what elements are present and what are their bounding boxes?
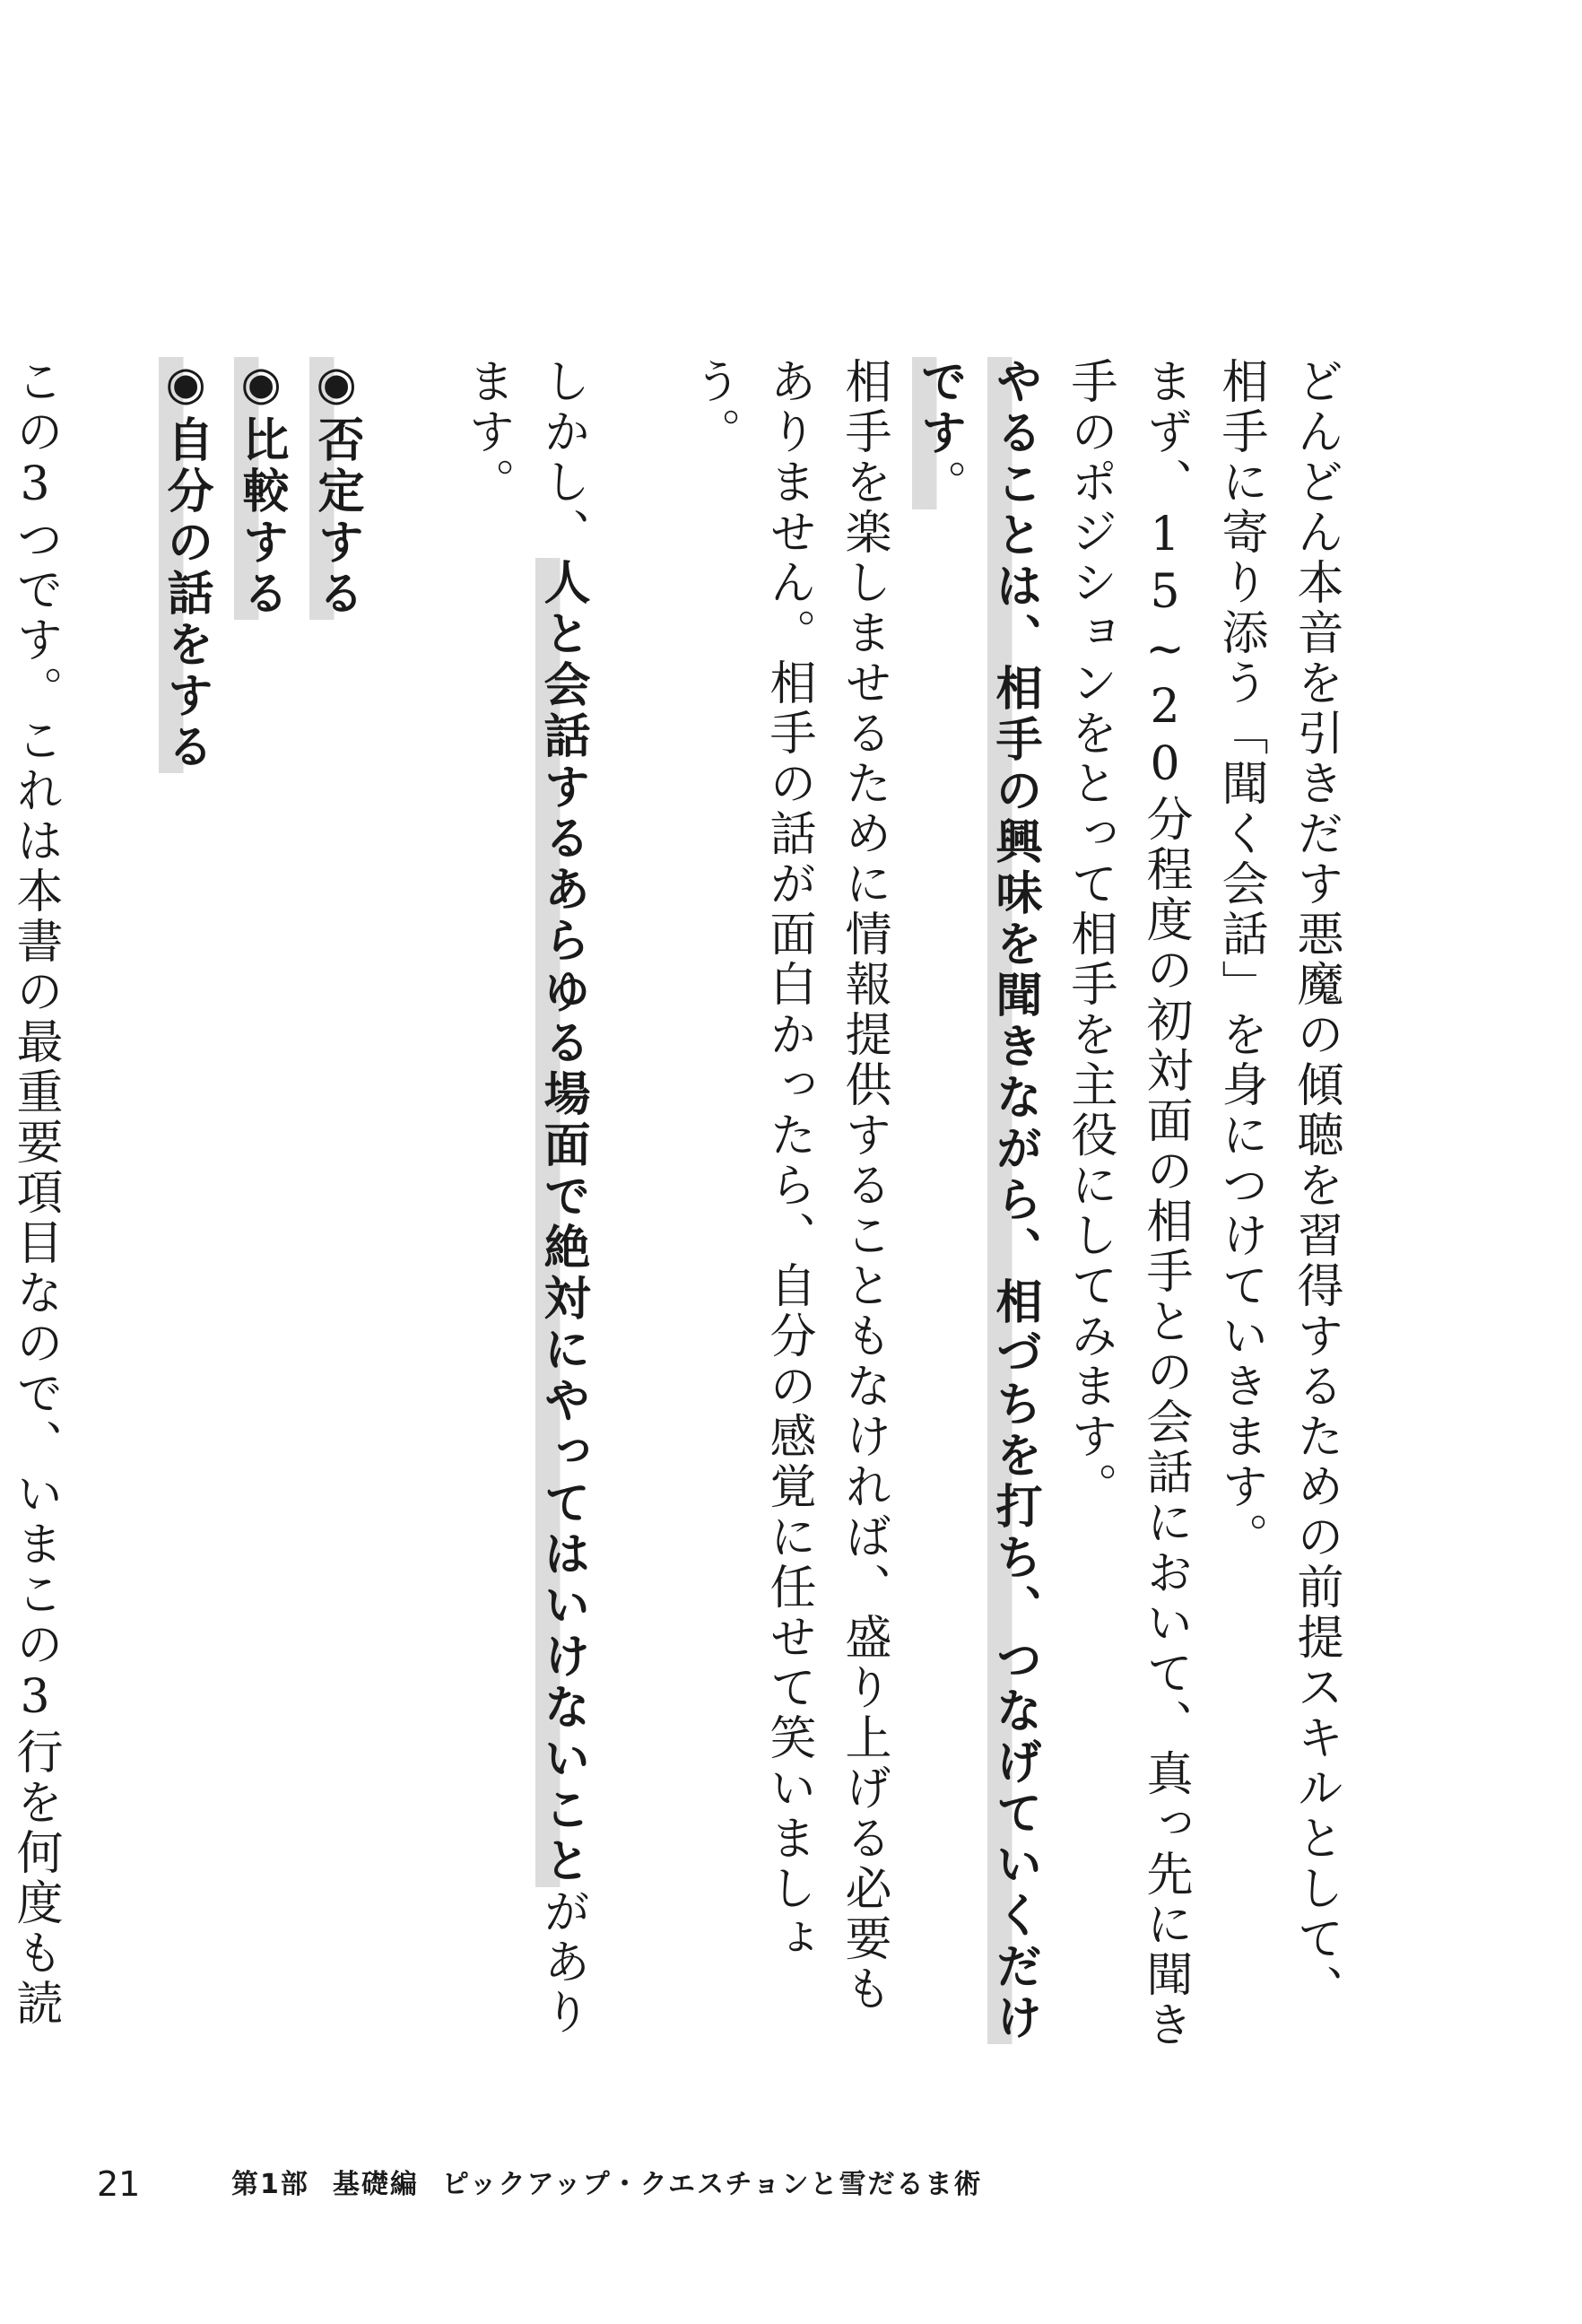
paragraph-4-text: 相手を楽しませるために情報提供することもなければ、盛り上げる必要もありません。相手の話が面白かったら、自分の感覚に任せて笑いましょう。	[686, 357, 891, 2015]
paragraph-5	[449, 357, 600, 2061]
emphasis-highlight: 人と会話するあらゆる場面で絶対にやってはいけないこと	[535, 558, 589, 1887]
running-head-chapter: ピックアップ・クエスチョンと雪だるま術	[441, 2169, 983, 2200]
paragraph-1-text: どんどん本音を引きだす悪魔の傾聴を習得するための前提スキルとして、相手に寄り添う「聞く会話」を身につけていきます。	[1213, 357, 1343, 2015]
paragraph-3-end: 。	[912, 459, 966, 509]
vertical-body-text	[0, 357, 1353, 2061]
running-head-section: 基礎編	[332, 2169, 419, 2200]
blank-line	[374, 357, 449, 2061]
bullet-text: ◉否定する	[309, 357, 363, 620]
paragraph-3	[901, 357, 1052, 2061]
paragraph-6	[0, 357, 73, 2061]
bullet-text: ◉比較する	[234, 357, 288, 620]
blank-line	[73, 357, 148, 2061]
bullet-item	[148, 357, 223, 2061]
running-head	[231, 2164, 982, 2206]
running-head-part: 第1部	[231, 2169, 309, 2200]
paragraph-1	[1203, 357, 1353, 2061]
emphasis-highlight: やることは、相手の興味を聞きながら、相づちを打ち、つなげていくだけです	[912, 357, 1041, 2044]
blank-line	[600, 357, 675, 2061]
page-number: 21	[97, 2164, 141, 2204]
paragraph-6-text: この3つです。これは本書の最重要項目なので、いまこの3行を何度も読	[8, 357, 62, 2029]
paragraph-5-end: があります。	[460, 357, 589, 2038]
bullet-item	[299, 357, 374, 2061]
paragraph-4	[675, 357, 901, 2061]
page-footer	[0, 2157, 1582, 2211]
paragraph-2-text: まず、15~20分程度の初対面の相手との会話において、真っ先に聞き手のポジションをとって相手を主役にしてみます。	[1063, 357, 1192, 2050]
bullet-item	[223, 357, 299, 2061]
bullet-text: ◉自分の話をする	[159, 357, 213, 773]
paragraph-2	[1052, 357, 1203, 2061]
paragraph-5-start: しかし、	[535, 357, 589, 558]
